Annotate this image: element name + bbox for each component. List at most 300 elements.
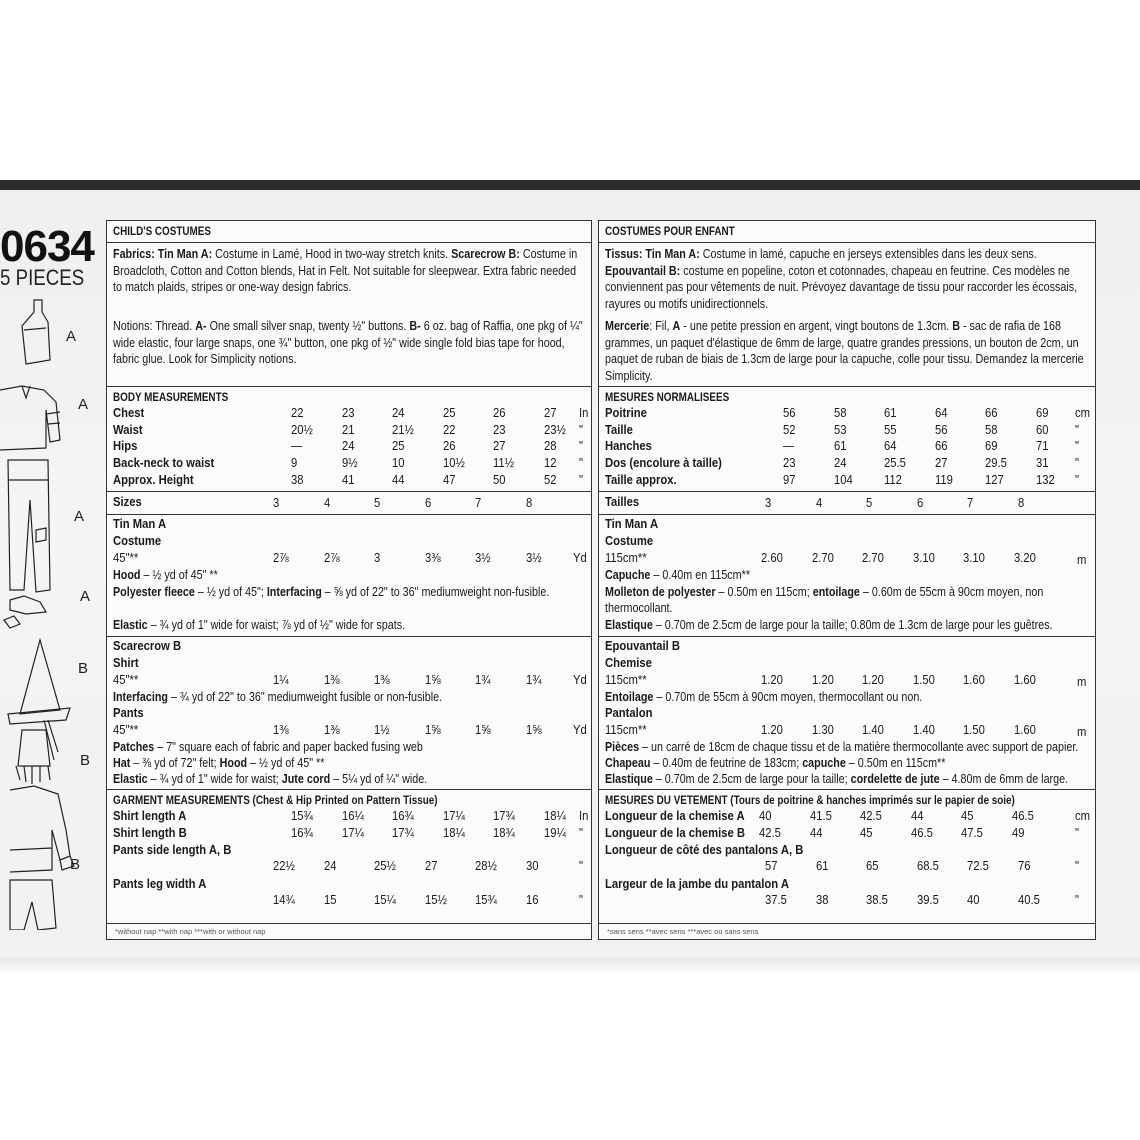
bold-run: cordelette de jute — [850, 772, 940, 786]
unit-label: " — [579, 859, 583, 873]
row-label: Shirt length A — [113, 809, 187, 823]
value-cell: 58 — [985, 422, 998, 437]
value-cell: 10 — [392, 456, 405, 471]
value-cell: 3.20 — [1013, 551, 1036, 565]
value-cell: 15¾ — [475, 893, 497, 907]
value-cell: 46.5 — [1011, 809, 1034, 823]
envelope-edge — [0, 958, 1140, 972]
garment-measurements-title: MESURES DU VETEMENT (Tours de poitrine & hanches imprimés sur le papier de soie) — [605, 795, 1015, 807]
pants-side-length-label: Longueur de côté des pantalons A, B — [605, 843, 804, 857]
value-cell: 119 — [934, 472, 953, 487]
elastic-jute-requirement — [113, 771, 427, 788]
value-cell: 2⅞ — [323, 551, 340, 565]
unit-label: In — [579, 406, 589, 420]
text-run: – 5¼ yd of ¼" wide. — [330, 772, 428, 786]
value-cell: 58 — [833, 406, 847, 420]
value-cell: 27 — [543, 406, 557, 420]
divider — [599, 514, 1095, 515]
scarecrow-title: Epouvantail B — [605, 639, 681, 653]
text-run: Notions: Thread. — [113, 319, 196, 333]
value-cell: 17¼ — [442, 809, 465, 823]
bold-run: Pièces — [605, 740, 640, 754]
text-run: One small silver snap, twenty ½" buttons. — [206, 319, 410, 333]
value-cell: 97 — [783, 472, 796, 487]
value-cell: 50 — [493, 472, 506, 487]
interfacing-requirement — [113, 689, 442, 706]
value-cell: 56 — [934, 422, 948, 437]
bold-run: B — [952, 319, 960, 333]
elastique-jute-requirement — [605, 771, 1068, 788]
value-cell: 68.5 — [916, 859, 939, 873]
value-cell: 40 — [759, 809, 772, 823]
capuche-requirement — [605, 567, 750, 584]
hood-requirement — [113, 567, 218, 584]
bold-run: Hat — [113, 756, 131, 770]
value-cell: 44 — [910, 809, 924, 823]
unit-label: m — [1077, 725, 1087, 739]
bold-run: B- — [409, 319, 421, 333]
value-cell: 1.40 — [912, 723, 935, 737]
value-cell: 16¾ — [291, 825, 313, 840]
row-label: Back-neck to waist — [113, 456, 215, 471]
fabrics-paragraph — [113, 246, 588, 296]
costume-fabric-width: 115cm** — [605, 551, 647, 565]
value-cell: 2.70 — [862, 551, 884, 565]
value-cell: 38 — [291, 472, 304, 487]
unit-label: m — [1077, 553, 1087, 567]
text-run: – 0.50m en 115cm** — [845, 756, 946, 770]
value-cell: 11½ — [493, 456, 515, 471]
text-run: – 0.70m de 2.5cm de large pour la taille; — [652, 772, 851, 786]
unit-label: " — [579, 893, 583, 907]
pants-label: Pants — [113, 706, 144, 720]
value-cell: 1.20 — [811, 673, 834, 687]
value-cell: 25 — [442, 406, 456, 420]
value-cell: 45 — [961, 809, 974, 823]
view-letter-a: A — [78, 396, 89, 413]
value-cell: 61 — [884, 406, 897, 420]
value-cell: 61 — [833, 439, 847, 454]
value-cell: 2.60 — [761, 551, 783, 565]
sizes-label: Tailles — [605, 495, 640, 509]
row-label: Approx. Height — [113, 472, 194, 487]
value-cell: 28½ — [475, 859, 497, 873]
value-cell: 127 — [985, 472, 1004, 487]
value-cell: 22 — [291, 406, 304, 420]
unit-label: " — [579, 439, 583, 454]
value-cell: 21½ — [392, 422, 414, 437]
value-cell: 19¼ — [543, 825, 566, 840]
view-letter-b: B — [70, 856, 81, 873]
value-cell: 25 — [392, 439, 405, 454]
value-cell: 4 — [815, 496, 822, 510]
value-cell: 3⅜ — [424, 551, 441, 565]
value-cell: 72.5 — [967, 859, 989, 873]
text-run: – ½ yd of 45" ** — [247, 756, 325, 770]
value-cell: 16¼ — [341, 809, 364, 823]
panel-title: CHILD'S COSTUMES — [113, 226, 211, 238]
value-cell: 30 — [525, 859, 539, 873]
text-run: – 0.50m en 115cm; — [715, 585, 813, 599]
value-cell: 26 — [442, 439, 456, 454]
body-measurements-title: MESURES NORMALISEES — [605, 392, 730, 404]
shirt-fabric-width: 45"** — [113, 673, 139, 687]
value-cell: 14¾ — [273, 893, 295, 907]
value-cell: 38.5 — [866, 893, 888, 907]
value-cell: 27 — [493, 439, 506, 454]
value-cell: 17¾ — [392, 825, 414, 840]
divider — [107, 923, 591, 924]
text-run: Costume in lamé, capuche en jerseys extensibles dans les deux sens. — [699, 247, 1037, 261]
value-cell: 1.20 — [761, 723, 783, 737]
pants-side-length-label: Pants side length A, B — [113, 843, 232, 857]
value-cell: 1.60 — [1013, 673, 1036, 687]
value-cell: 28 — [543, 439, 557, 454]
value-cell: 1½ — [374, 723, 390, 737]
view-letter-a: A — [66, 328, 77, 345]
value-cell: 53 — [833, 422, 847, 437]
unit-label: " — [1075, 472, 1079, 487]
value-cell: 3½ — [475, 551, 491, 565]
row-label: Longueur de la chemise A — [605, 809, 745, 823]
value-cell: 1¾ — [525, 673, 542, 687]
molleton-requirement — [605, 584, 1043, 601]
value-cell: 69 — [1035, 406, 1049, 420]
value-cell: 44 — [392, 472, 405, 487]
value-cell: 26 — [493, 406, 506, 420]
bold-run: Molleton de polyester — [605, 585, 716, 599]
scarecrow-title: Scarecrow B — [113, 639, 182, 653]
unit-label: Yd — [573, 551, 587, 565]
value-cell: 112 — [884, 472, 902, 487]
bold-run: Interfacing — [113, 690, 168, 704]
french-instructions-panel — [598, 220, 1096, 940]
text-run: – 0.40m de feutrine de 183cm; — [650, 756, 803, 770]
bold-run: Fabrics: Tin Man A: — [113, 247, 213, 261]
row-label: Hanches — [605, 439, 652, 454]
bold-run: Tissus: Tin Man A: — [605, 247, 700, 261]
unit-label: " — [579, 472, 583, 487]
value-cell: 7 — [967, 496, 974, 510]
divider — [107, 242, 591, 243]
unit-label: " — [579, 456, 583, 471]
view-letter-b: B — [80, 752, 91, 769]
hat-requirement — [113, 755, 324, 772]
row-label: Taille approx. — [605, 472, 677, 487]
divider — [599, 636, 1095, 637]
divider — [599, 242, 1095, 243]
value-cell: 8 — [1017, 496, 1024, 510]
value-cell: — — [783, 439, 795, 454]
value-cell: 71 — [1035, 439, 1049, 454]
bold-run: Hood — [113, 568, 141, 582]
bold-run: Elastique — [605, 618, 653, 632]
value-cell: 1⅝ — [424, 723, 441, 737]
value-cell: 23 — [493, 422, 506, 437]
bold-run: entoilage — [812, 585, 860, 599]
divider — [599, 491, 1095, 492]
patches-requirement — [113, 739, 423, 756]
value-cell: 1⅜ — [374, 673, 390, 687]
value-cell: 46.5 — [910, 825, 933, 840]
value-cell: 64 — [884, 439, 897, 454]
garment-line-drawings — [0, 290, 100, 930]
value-cell: 1⅜ — [323, 723, 340, 737]
value-cell: 23 — [341, 406, 355, 420]
row-label: Shirt length B — [113, 825, 187, 840]
value-cell: 10½ — [442, 456, 465, 471]
value-cell: 3.10 — [963, 551, 985, 565]
shirt-label: Chemise — [605, 656, 652, 670]
value-cell: 69 — [985, 439, 998, 454]
value-cell: 24 — [323, 859, 337, 873]
value-cell: 21 — [341, 422, 355, 437]
pieces-count-label: 5 PIECES — [0, 265, 85, 290]
text-run: – un carré de 18cm de chaque tissu et de la matière thermocollante avec support de papier. — [639, 740, 1079, 754]
value-cell: 41 — [341, 472, 355, 487]
text-run: – 0.70m de 2.5cm de large pour la taille; 0.80m de 1.3cm de large pour les guêtres. — [652, 618, 1053, 632]
value-cell: 29.5 — [985, 456, 1007, 471]
text-run: – 4.80m de 6mm de large. — [939, 772, 1069, 786]
garment-measurements-title: GARMENT MEASUREMENTS (Chest & Hip Printed on Pattern Tissue) — [113, 795, 438, 807]
bold-run: Mercerie — [605, 319, 650, 333]
divider — [107, 491, 591, 492]
value-cell: 3½ — [525, 551, 542, 565]
tin-man-title: Tin Man A — [113, 517, 167, 531]
bold-run: Entoilage — [605, 690, 654, 704]
value-cell: 2.70 — [811, 551, 834, 565]
value-cell: 38 — [815, 893, 829, 907]
value-cell: 1¾ — [475, 673, 491, 687]
value-cell: 3 — [273, 496, 280, 510]
divider — [107, 636, 591, 637]
unit-label: Yd — [573, 723, 587, 737]
footnote: *sans sens **avec sens ***avec ou sans sens — [607, 927, 759, 936]
value-cell: 23½ — [543, 422, 566, 437]
bold-run: Jute cord — [281, 772, 331, 786]
bold-run: Hood — [219, 756, 248, 770]
value-cell: 3.10 — [912, 551, 935, 565]
divider — [599, 789, 1095, 790]
unit-label: cm — [1075, 406, 1091, 420]
divider — [107, 386, 591, 387]
value-cell: 17¼ — [341, 825, 364, 840]
text-run: – 0.70m de 55cm à 90cm moyen, thermocollant ou non. — [653, 690, 923, 704]
text-run: – ½ yd of 45" ** — [140, 568, 218, 582]
value-cell: 12 — [543, 456, 557, 471]
text-run: – ¾ yd of 22" to 36" mediumweight fusible or non-fusible. — [167, 690, 443, 704]
footnote: *without nap **with nap ***with or without nap — [115, 927, 266, 936]
fabrics-paragraph — [605, 246, 1093, 312]
value-cell: 16¾ — [392, 809, 414, 823]
sizes-label: Sizes — [113, 495, 142, 509]
value-cell: 42.5 — [759, 825, 781, 840]
value-cell: 76 — [1017, 859, 1031, 873]
value-cell: 9 — [291, 456, 298, 471]
value-cell: 27 — [424, 859, 438, 873]
pants-leg-width-label: Pants leg width A — [113, 877, 207, 891]
value-cell: 16 — [525, 893, 539, 907]
divider — [599, 923, 1095, 924]
unit-label: Yd — [573, 673, 587, 687]
value-cell: 44 — [809, 825, 823, 840]
entoilage-requirement — [605, 689, 922, 706]
value-cell: 40.5 — [1017, 893, 1040, 907]
text-run: – ⅜ yd of 72" felt; — [130, 756, 220, 770]
bold-run: Patches — [113, 740, 155, 754]
value-cell: 7 — [475, 496, 482, 510]
unit-label: " — [1075, 859, 1079, 873]
value-cell: 25.5 — [884, 456, 906, 471]
value-cell: 41.5 — [809, 809, 832, 823]
value-cell: 23 — [783, 456, 796, 471]
text-run: – ½ yd of 45"; — [194, 585, 267, 599]
panel-title: COSTUMES POUR ENFANT — [605, 226, 735, 238]
unit-label: " — [579, 422, 583, 437]
bold-run: Polyester fleece — [113, 585, 195, 599]
text-run: - sac de rafia de 168 grammes, un paquet d'élastique de 6mm de large, quatre grandes pressions, un bouton de 2cm, un paquet de ruban de biais de 1.3cm de large pour la capuche, colle pour tissu. Demandez la mercerie Simplicity. — [605, 319, 1084, 383]
value-cell: 3 — [765, 496, 772, 510]
bold-run: Elastic — [113, 772, 148, 786]
costume-sketches — [0, 290, 100, 930]
pants-fabric-width: 115cm** — [605, 723, 647, 737]
value-cell: 18¼ — [543, 809, 566, 823]
value-cell: 37.5 — [765, 893, 787, 907]
value-cell: 61 — [815, 859, 829, 873]
value-cell: 31 — [1035, 456, 1049, 471]
value-cell: 24 — [392, 406, 405, 420]
value-cell: 9½ — [341, 456, 358, 471]
value-cell: 60 — [1035, 422, 1049, 437]
value-cell: 24 — [833, 456, 847, 471]
bold-run: Epouvantail B: — [605, 263, 681, 278]
value-cell: 3 — [374, 551, 381, 565]
row-label: Poitrine — [605, 406, 647, 420]
pants-leg-width-label: Largeur de la jambe du pantalon A — [605, 877, 789, 891]
divider — [107, 789, 591, 790]
unit-label: " — [1075, 422, 1079, 437]
row-label: Taille — [605, 422, 633, 437]
row-label: Waist — [113, 422, 143, 437]
text-run: Costume in Lamé, Hood in two-way stretch knits. — [212, 247, 452, 261]
molleton-requirement-cont: thermocollant. — [605, 601, 673, 615]
value-cell: 1.60 — [1013, 723, 1036, 737]
value-cell: 24 — [341, 439, 355, 454]
value-cell: 132 — [1035, 472, 1055, 487]
value-cell: 66 — [985, 406, 998, 420]
value-cell: 57 — [765, 859, 778, 873]
value-cell: 52 — [783, 422, 796, 437]
costume-fabric-width: 45"** — [113, 551, 139, 565]
unit-label: m — [1077, 675, 1087, 689]
text-run: 6 oz. bag of Raffia, one pkg of ¼" wide elastic, four large snaps, one ¾" button, one pkg of ½" wide single fold bias tape for hood, fabric glue. Look for Simplicity notions. — [113, 319, 583, 366]
value-cell: 25½ — [374, 859, 396, 873]
value-cell: 42.5 — [860, 809, 882, 823]
bold-run: A- — [195, 319, 207, 333]
value-cell: 1.20 — [761, 673, 783, 687]
value-cell: 1⅝ — [424, 673, 441, 687]
value-cell: 5 — [866, 496, 873, 510]
bold-run: capuche — [802, 756, 846, 770]
unit-label: " — [579, 825, 583, 840]
text-run: Costume in Broadcloth, Cotton and Cotton blends, Hat in Felt. Not suitable for sleepwear. Extra fabric needed to match plaids, stripes or one-way design fabrics. — [113, 247, 578, 294]
elastique-requirement — [605, 617, 1053, 634]
text-run: costume en popeline, coton et cotonnades, chapeau en feutrine. Ces modèles ne conviennent pas pour vêtements de nuit. Prévoyez davantage de tissu pour raccorder les écossais, rayures ou motifs unidirectionnels. — [605, 263, 1078, 311]
value-cell: 20½ — [291, 422, 313, 437]
bold-run: Elastic — [113, 618, 148, 632]
text-run: – ¾ yd of 1" wide for waist; — [147, 772, 282, 786]
value-cell: 65 — [866, 859, 879, 873]
text-run: – ¾ yd of 1" wide for waist; ⅞ yd of ½" wide for spats. — [147, 618, 406, 632]
value-cell: 1⅝ — [525, 723, 542, 737]
divider — [599, 386, 1095, 387]
value-cell: 45 — [860, 825, 873, 840]
value-cell: 1⅜ — [273, 723, 289, 737]
value-cell: 22 — [442, 422, 456, 437]
unit-label: " — [1075, 893, 1079, 907]
bold-run: Interfacing — [266, 585, 322, 599]
tin-man-title: Tin Man A — [605, 517, 659, 531]
value-cell: 1.40 — [862, 723, 884, 737]
value-cell: 1¼ — [273, 673, 289, 687]
bold-run: A — [672, 319, 681, 333]
text-run: – 7" square each of fabric and paper backed fusing web — [154, 740, 423, 754]
value-cell: 1.20 — [862, 673, 884, 687]
text-run: – 0.40m en 115cm** — [650, 568, 751, 582]
value-cell: 15½ — [424, 893, 447, 907]
value-cell: 17¾ — [493, 809, 515, 823]
costume-label: Costume — [113, 534, 162, 548]
pants-fabric-width: 45"** — [113, 723, 139, 737]
value-cell: 1⅝ — [475, 723, 491, 737]
value-cell: 18¾ — [493, 825, 515, 840]
row-label: Hips — [113, 439, 138, 454]
body-measurements-title: BODY MEASUREMENTS — [113, 392, 229, 404]
unit-label: " — [1075, 439, 1079, 454]
english-instructions-panel — [106, 220, 592, 940]
elastic-requirement — [113, 617, 405, 634]
value-cell: 104 — [833, 472, 853, 487]
divider — [107, 514, 591, 515]
unit-label: In — [579, 809, 589, 823]
unit-label: " — [1075, 825, 1079, 840]
value-cell: 6 — [916, 496, 923, 510]
bold-run: Elastique — [605, 772, 653, 786]
value-cell: 2⅞ — [273, 551, 289, 565]
text-run: - une petite pression en argent, vingt boutons de 1.3cm. — [680, 319, 953, 333]
unit-label: cm — [1075, 809, 1091, 823]
pants-label: Pantalon — [605, 706, 653, 720]
value-cell: 40 — [967, 893, 980, 907]
unit-label: " — [1075, 456, 1079, 471]
value-cell: 1.30 — [811, 723, 834, 737]
chapeau-requirement — [605, 755, 945, 772]
value-cell: 1.60 — [963, 673, 985, 687]
value-cell: 4 — [323, 496, 330, 510]
value-cell: 1⅜ — [323, 673, 340, 687]
row-label: Longueur de la chemise B — [605, 825, 746, 840]
fleece-requirement — [113, 584, 549, 601]
value-cell: 27 — [934, 456, 948, 471]
value-cell: 49 — [1011, 825, 1025, 840]
text-run: : Fil, — [649, 319, 673, 333]
text-run: – 0.60m de 55cm à 90cm moyen, non — [859, 585, 1044, 599]
value-cell: 1.50 — [963, 723, 985, 737]
value-cell: 15¼ — [374, 893, 396, 907]
notions-paragraph — [605, 318, 1093, 384]
pieces-requirement — [605, 739, 1078, 756]
value-cell: 6 — [424, 496, 431, 510]
